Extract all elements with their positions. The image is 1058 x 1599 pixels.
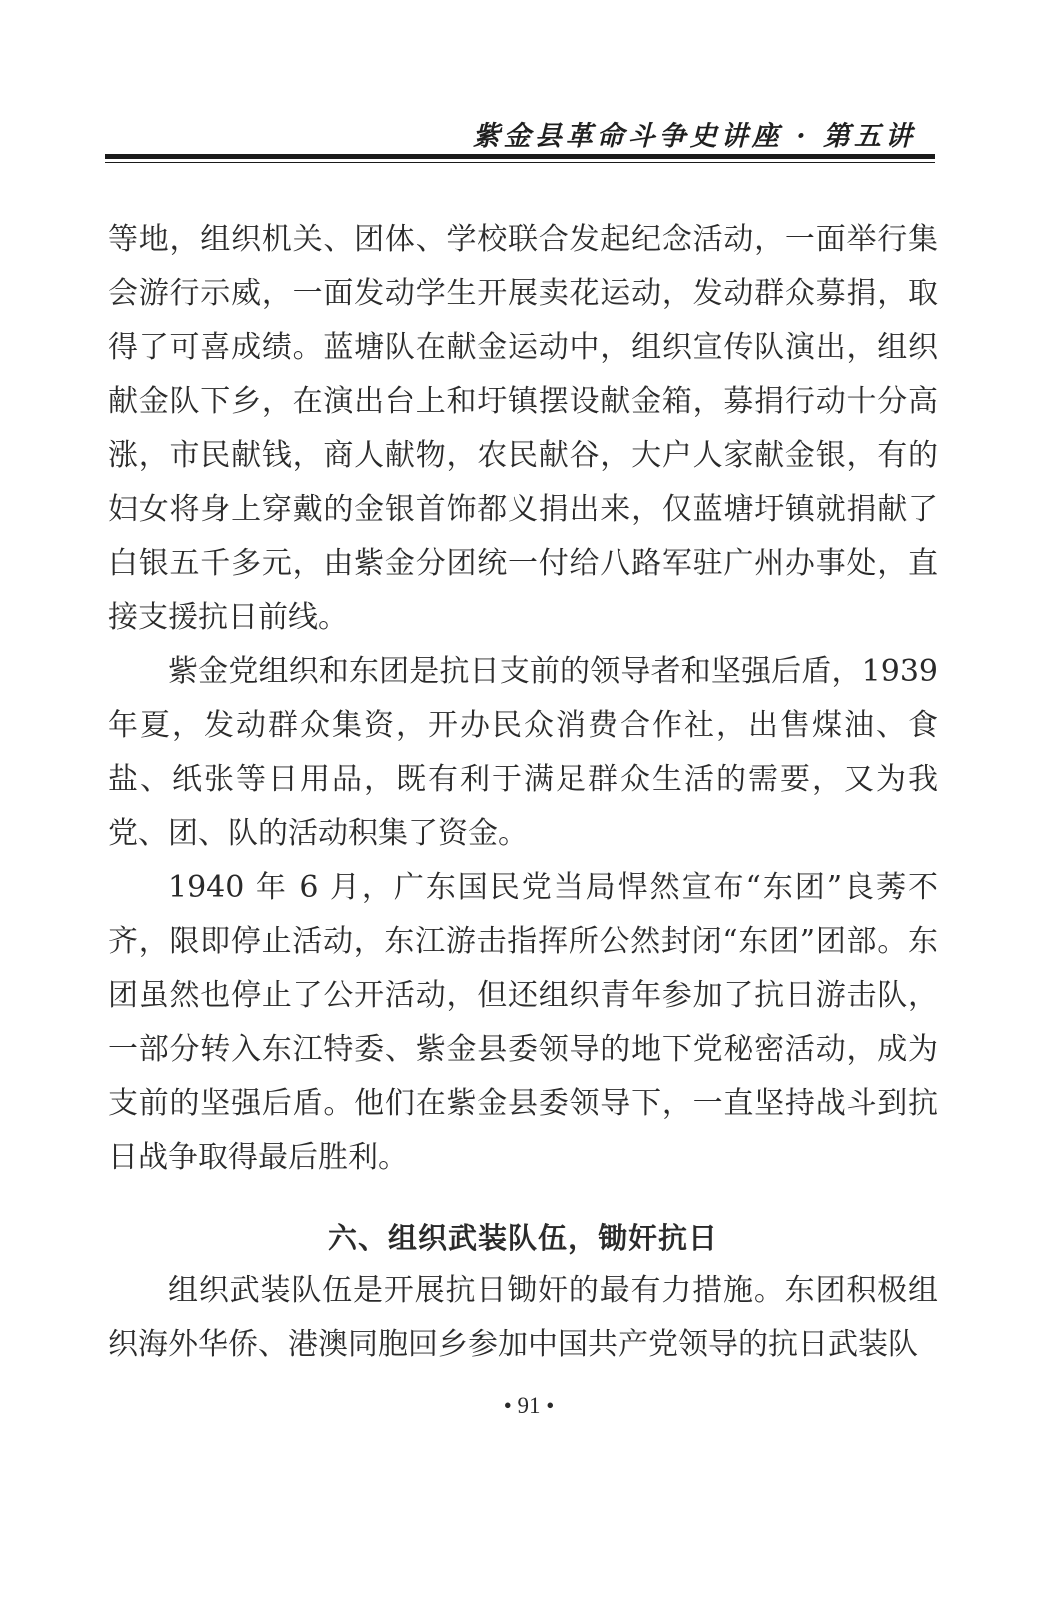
running-header-title: 紫金县革命斗争史讲座 · 第五讲	[472, 121, 916, 152]
section-heading: 六、组织武装队伍，锄奸抗日	[327, 1221, 718, 1255]
section-paragraph: 组织武装队伍是开展抗日锄奸的最有力措施。东团积极组织海外华侨、港澳同胞回乡参加中国共产党领导的抗日武装队	[108, 1273, 938, 1362]
header-rule-thin	[105, 162, 935, 163]
page-number: • 91 •	[503, 1393, 555, 1418]
header-rule-thick	[105, 154, 935, 159]
paragraph-1940-events: 1940 年 6 月，广东国民党当局悍然宣布“东团”良莠不齐，限即停止活动，东江游击指挥所公然封闭“东团”团部。东团虽然也停止了公开活动，但还组织青年参加了抗日游击队，一部分转入东江特委、紫金县委领导的地下党秘密活动，成为支前的坚强后盾。他们在紫金县委领导下，一直坚持战斗到抗日战争取得最后胜利。	[108, 870, 938, 1175]
paragraph-continuation: 等地，组织机关、团体、学校联合发起纪念活动，一面举行集会游行示威，一面发动学生开展卖花运动，发动群众募捐，取得了可喜成绩。蓝塘队在献金运动中，组织宣传队演出，组织献金队下乡，在演出台上和圩镇摆设献金箱，募捐行动十分高涨，市民献钱，商人献物，农民献谷，大户人家献金银，有的妇女将身上穿戴的金银首饰都义捐出来，仅蓝塘圩镇就捐献了白银五千多元，由紫金分团统一付给八路军驻广州办事处，直接支援抗日前线。	[108, 222, 938, 635]
main-body-text	[108, 213, 938, 1185]
paragraph-party-support: 紫金党组织和东团是抗日支前的领导者和坚强后盾，1939 年夏，发动群众集资，开办民众消费合作社，出售煤油、食盐、纸张等日用品，既有利于满足群众生活的需要，又为我党、团、队的活动积集了资金。	[108, 654, 938, 851]
